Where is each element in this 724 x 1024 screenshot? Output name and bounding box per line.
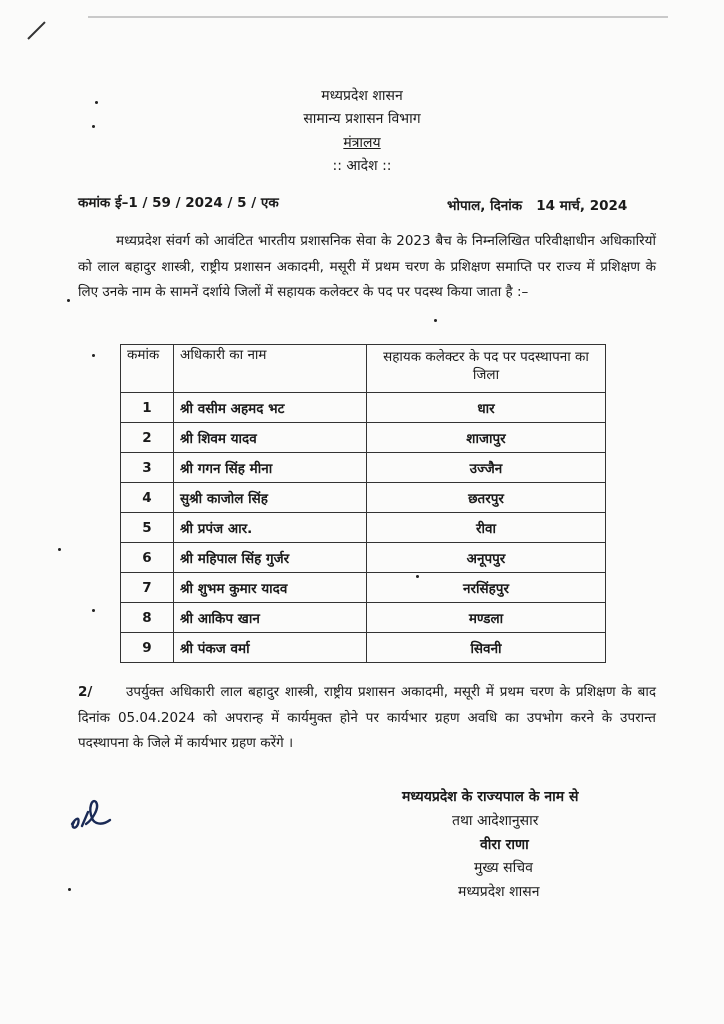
serial-cell: 6	[121, 543, 174, 573]
serial-cell: 4	[121, 483, 174, 513]
signatory-office: मध्यप्रदेश शासन	[458, 884, 540, 900]
table-row	[121, 573, 606, 603]
serial-cell: 8	[121, 603, 174, 633]
serial-cell: 7	[121, 573, 174, 603]
col-serial-header: कमांक	[121, 345, 174, 393]
officer-name-cell: श्री पंकज वर्मा	[174, 633, 367, 663]
table-row	[121, 423, 606, 453]
order-paragraph-1	[78, 229, 656, 306]
speck	[92, 609, 95, 612]
paragraph-2-text: उपर्युक्त अधिकारी लाल बहादुर शास्त्री, राष्ट्रीय प्रशासन अकादमी, मसूरी में प्रथम चरण के प्रशिक्षण के बाद दिनांक 05.04.2024 को अपरान्ह में कार्यमुक्त होने पर कार्यभार ग्रहण अवधि का उपभोग करने के उपरान्त पदस्थापना के जिले में कार्यभार ग्रहण करेंगे ।	[78, 684, 656, 751]
district-cell: सिवनी	[367, 633, 606, 663]
district-cell: मण्डला	[367, 603, 606, 633]
speck	[67, 299, 70, 302]
initials-signature	[66, 796, 114, 834]
signatory-name: वीरा राणा	[480, 837, 529, 853]
table-row	[121, 543, 606, 573]
table-row	[121, 603, 606, 633]
signature-line-1: मध्ययप्रदेश के राज्यपाल के नाम से	[402, 789, 579, 805]
speck	[68, 888, 71, 891]
table-row	[121, 633, 606, 663]
speck	[434, 319, 437, 322]
signature-line-2: तथा आदेशानुसार	[452, 813, 539, 829]
district-cell: रीवा	[367, 513, 606, 543]
order-place-date: भोपाल, दिनांक 14 मार्च, 2024	[447, 198, 628, 214]
serial-cell: 5	[121, 513, 174, 543]
district-cell: नरसिंहपुर	[367, 573, 606, 603]
pen-mark	[27, 21, 45, 39]
district-cell: छतरपुर	[367, 483, 606, 513]
paragraph-1-text: मध्यप्रदेश संवर्ग को आवंटित भारतीय प्रशासनिक सेवा के 2023 बैच के निम्नलिखित परिवीक्षाधीन अधिकारियों को लाल बहादुर शास्त्री, राष्ट्रीय प्रशासन अकादमी, मसूरी में प्रथम चरण के प्रशिक्षण समाप्ति पर राज्य में प्रशिक्षण के लिए उनके नाम के सामनें दर्शाये जिलों में सहायक कलेक्टर के पद पर पदस्थ किया जाता है :–	[78, 233, 656, 300]
officer-name-cell: सुश्री काजोल सिंह	[174, 483, 367, 513]
officer-name-cell: श्री महिपाल सिंह गुर्जर	[174, 543, 367, 573]
district-cell: शाजापुर	[367, 423, 606, 453]
col-officer-name-header: अधिकारी का नाम	[174, 345, 367, 393]
officer-posting-table	[120, 344, 606, 663]
top-edge-line	[88, 16, 668, 18]
table-header-row	[121, 345, 606, 393]
order-paragraph-2	[78, 680, 656, 757]
officer-name-cell: श्री शुभम कुमार यादव	[174, 573, 367, 603]
table-row	[121, 393, 606, 423]
paragraph-2-number: 2/	[78, 684, 93, 700]
officer-name-cell: श्री प्रपंज आर.	[174, 513, 367, 543]
serial-cell: 1	[121, 393, 174, 423]
signatory-designation: मुख्य सचिव	[474, 860, 533, 876]
ministry-name: मंत्रालय	[343, 135, 381, 151]
district-cell: धार	[367, 393, 606, 423]
district-cell: उज्जैन	[367, 453, 606, 483]
department-name: सामान्य प्रशासन विभाग	[303, 111, 421, 127]
speck	[58, 548, 61, 551]
serial-cell: 9	[121, 633, 174, 663]
order-reference-number: कमांक ई–1 / 59 / 2024 / 5 / एक	[78, 195, 279, 211]
speck	[92, 354, 95, 357]
serial-cell: 3	[121, 453, 174, 483]
officer-name-cell: श्री वसीम अहमद भट	[174, 393, 367, 423]
officer-name-cell: श्री गगन सिंह मीना	[174, 453, 367, 483]
officer-name-cell: श्री आकिप खान	[174, 603, 367, 633]
table-row	[121, 453, 606, 483]
order-title: :: आदेश ::	[332, 158, 392, 174]
table-row	[121, 483, 606, 513]
col-district-header: सहायक कलेक्टर के पद पर पदस्थापना का जिला	[367, 345, 606, 393]
serial-cell: 2	[121, 423, 174, 453]
district-cell: अनूपपुर	[367, 543, 606, 573]
govt-name: मध्यप्रदेश शासन	[321, 88, 403, 104]
table-row	[121, 513, 606, 543]
officer-name-cell: श्री शिवम यादव	[174, 423, 367, 453]
